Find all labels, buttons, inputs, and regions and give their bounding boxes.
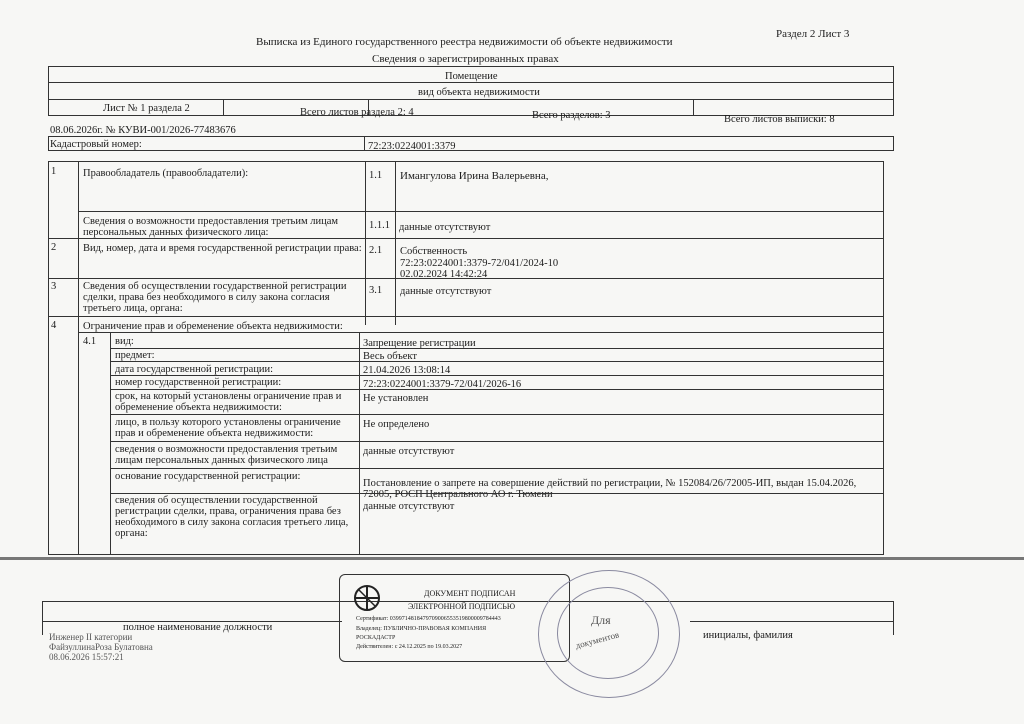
- object-type-label: вид объекта недвижимости: [418, 87, 540, 98]
- r4-item-5-value: Не определено: [363, 419, 430, 430]
- stamp-valid: Действителен: с 24.12.2025 по 19.03.2027: [356, 644, 463, 650]
- row-3-value: данные отсутствуют: [400, 286, 492, 297]
- row-3-sub: 3.1: [369, 285, 383, 296]
- stamp-subtitle: ЭЛЕКТРОННОЙ ПОДПИСЬЮ: [408, 602, 516, 611]
- r4-item-8-value: данные отсутствуют: [363, 501, 455, 512]
- row-2-value-3: 02.02.2024 14:42:24: [400, 269, 488, 280]
- stamp-cert: Сертификат: 0399714818479709006553519800009784443: [356, 616, 501, 622]
- signer-line-2: 08.06.2026 15:57:21: [49, 652, 124, 662]
- initials-label: инициалы, фамилия: [703, 630, 793, 641]
- r4-item-0-label: вид:: [115, 336, 134, 347]
- row-3-num: 3: [51, 281, 57, 292]
- signer-line-1: ФайзуллинаРоза Булатовна: [49, 642, 153, 652]
- row-1b-label: Сведения о возможности предоставления третьим лицам персональных данных физического лица:: [83, 216, 339, 238]
- document-subtitle: Сведения о зарегистрированных правах: [372, 53, 559, 65]
- row-4-label: Ограничение прав и обременение объекта недвижимости:: [83, 321, 343, 332]
- r4-item-4-value: Не установлен: [363, 393, 429, 404]
- r4-item-2-value: 21.04.2026 13:08:14: [363, 365, 451, 376]
- signer-line-0: Инженер II категории: [49, 632, 133, 642]
- row-1-num: 1: [51, 166, 57, 177]
- row-2-label: Вид, номер, дата и время государственной регистрации права:: [83, 243, 362, 254]
- seal-text-1: Для: [591, 613, 611, 627]
- r4-item-8-label: сведения об осуществлении государственной регистрации сделки, права, ограничения права без необходимого в силу закона согласия третьего лица, органа:: [115, 495, 349, 539]
- r4-item-0-value: Запрещение регистрации: [363, 338, 476, 349]
- r4-item-6-label: сведения о возможности предоставления третьим лицам персональных данных физического лица: [115, 444, 338, 466]
- round-seal: [538, 570, 680, 698]
- r4-item-7-value: Постановление о запрете на совершение действий по регистрации, № 152084/26/72005-ИП, выдан 15.04.2026, 72005, РОСП Центрального АО г. Тюмени: [363, 478, 857, 500]
- electronic-signature-stamp: [339, 574, 570, 662]
- row-2-value-2: 72:23:0224001:3379-72/041/2024-10: [400, 258, 559, 269]
- document-number: 08.06.2026г. № КУВИ-001/2026-77483676: [50, 125, 236, 136]
- row-1b-sub: 1.1.1: [369, 220, 390, 231]
- row-2-sub: 2.1: [369, 245, 383, 256]
- r4-item-2-label: дата государственной регистрации:: [115, 364, 274, 375]
- object-type-value: Помещение: [445, 71, 498, 82]
- r4-item-6-value: данные отсутствуют: [363, 446, 455, 457]
- document-title: Выписка из Единого государственного реестра недвижимости об объекте недвижимости: [256, 36, 673, 48]
- seal-text-2: документов: [574, 629, 621, 651]
- r4-item-7-label: основание государственной регистрации:: [115, 471, 301, 482]
- row-1-value: Имангулова Ирина Валерьевна,: [400, 170, 549, 182]
- row-1-sub: 1.1: [369, 170, 383, 181]
- row-2-value-1: Собственность: [400, 246, 468, 257]
- row-1b-value: данные отсутствуют: [399, 222, 491, 233]
- total-sheets-section: Всего листов раздела 2: 4: [300, 107, 414, 118]
- stamp-owner-2: РОСКАДАСТР: [356, 635, 396, 641]
- r4-item-1-label: предмет:: [115, 350, 155, 361]
- stamp-title: ДОКУМЕНТ ПОДПИСАН: [424, 589, 516, 598]
- row-1-label: Правообладатель (правообладатели):: [83, 168, 249, 179]
- cadastral-value: 72:23:0224001:3379: [368, 141, 456, 152]
- sheet-of-section: Лист № 1 раздела 2: [103, 103, 190, 114]
- position-label: полное наименование должности: [123, 622, 273, 633]
- r4-item-5-label: лицо, в пользу которого установлены ограничение прав и обременение объекта недвижимости:: [115, 417, 341, 439]
- row-2-num: 2: [51, 242, 57, 253]
- r4-item-1-value: Весь объект: [363, 351, 417, 362]
- cadastral-label: Кадастровый номер:: [50, 139, 142, 150]
- total-sections: Всего разделов: 3: [532, 110, 611, 121]
- stamp-owner: Владелец: ПУБЛИЧНО-ПРАВОВАЯ КОМПАНИЯ: [356, 626, 487, 632]
- r4-item-4-label: срок, на который установлены ограничение прав и обременение объекта недвижимости:: [115, 391, 342, 413]
- page-divider: [0, 557, 1024, 560]
- r4-item-3-label: номер государственной регистрации:: [115, 377, 282, 388]
- signature-logo-icon: [352, 583, 382, 613]
- r4-item-3-value: 72:23:0224001:3379-72/041/2026-16: [363, 379, 522, 390]
- row-3-label: Сведения об осуществлении государственной регистрации сделки, права без необходимого в силу закона согласия третьего лица, органа:: [83, 281, 347, 314]
- cadastral-row: [48, 136, 894, 151]
- row-4-sub: 4.1: [83, 336, 97, 347]
- section-sheet-label: Раздел 2 Лист 3: [776, 28, 850, 40]
- total-sheets-extract: Всего листов выписки: 8: [724, 114, 835, 125]
- row-4-num: 4: [51, 320, 57, 331]
